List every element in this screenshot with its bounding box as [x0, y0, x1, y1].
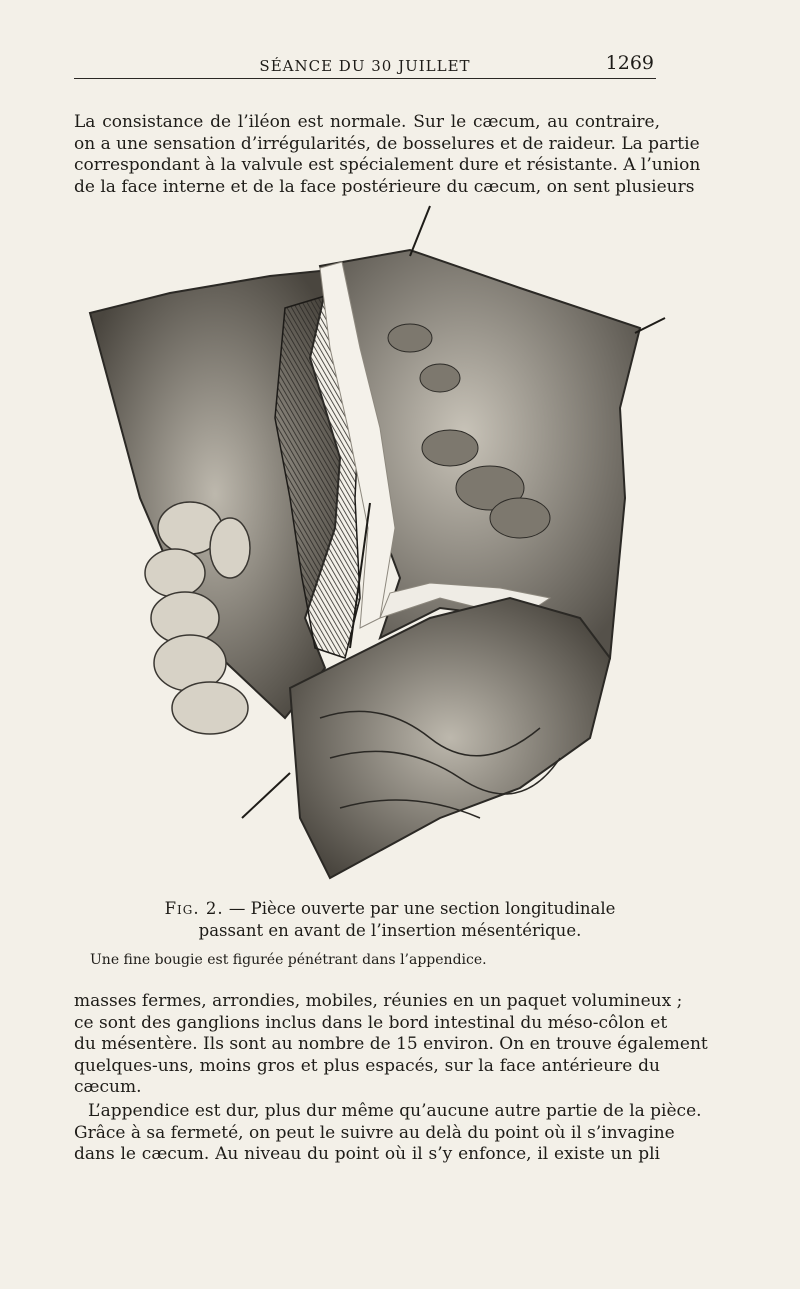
figure-note: Une fine bougie est figurée pénétrant dans l’appendice. [90, 952, 487, 968]
text-line: du mésentère. Ils sont au nombre de 15 environ. On en trouve également [74, 1034, 708, 1055]
caption-text: — Pièce ouverte par une section longitudinale [228, 899, 616, 918]
paragraph-continuation [74, 991, 708, 1099]
caption-line-2: passant en avant de l’insertion mésentérique. [198, 921, 582, 940]
figure-caption [90, 898, 690, 942]
figure-label: Fig. 2. [164, 899, 224, 918]
pin-bottom [242, 773, 290, 818]
paragraph-appendix [74, 1101, 702, 1166]
text-line: L’appendice est dur, plus dur même qu’aucune autre partie de la pièce. [88, 1101, 702, 1121]
text-line: masses fermes, arrondies, mobiles, réunies en un paquet volumineux ; [74, 991, 683, 1011]
text-line: de la face interne et de la face postérieure du cæcum, on sent plusieurs [74, 176, 695, 197]
page-number: 1269 [605, 52, 654, 74]
text-line: Grâce à sa fermeté, on peut le suivre au delà du point où il s’invagine [74, 1122, 675, 1143]
text-line: on a une sensation d’irrégularités, de bosselures et de raideur. La partie [74, 133, 700, 154]
text-line: dans le cæcum. Au niveau du point où il s’y enfonce, il existe un pli [74, 1144, 660, 1165]
pin-right [635, 318, 665, 333]
text-line: quelques-uns, moins gros et plus espacés, sur la face antérieure du [74, 1055, 660, 1076]
text-line: correspondant à la valvule est spécialement dure et résistante. A l’union [74, 155, 701, 176]
caption-line-1 [90, 898, 690, 920]
anatomical-drawing [80, 198, 680, 888]
running-title: SÉANCE DU 30 JUILLET [259, 57, 471, 75]
paragraph-top [74, 112, 701, 198]
text-line: La consistance de l’iléon est normale. Sur le cæcum, au contraire, [74, 112, 660, 132]
figure-illustration [80, 198, 680, 888]
pin-top [410, 206, 430, 256]
text-line: ce sont des ganglions inclus dans le bord intestinal du méso-côlon et [74, 1012, 668, 1033]
text-line: cæcum. [74, 1077, 142, 1098]
running-header [74, 52, 656, 79]
